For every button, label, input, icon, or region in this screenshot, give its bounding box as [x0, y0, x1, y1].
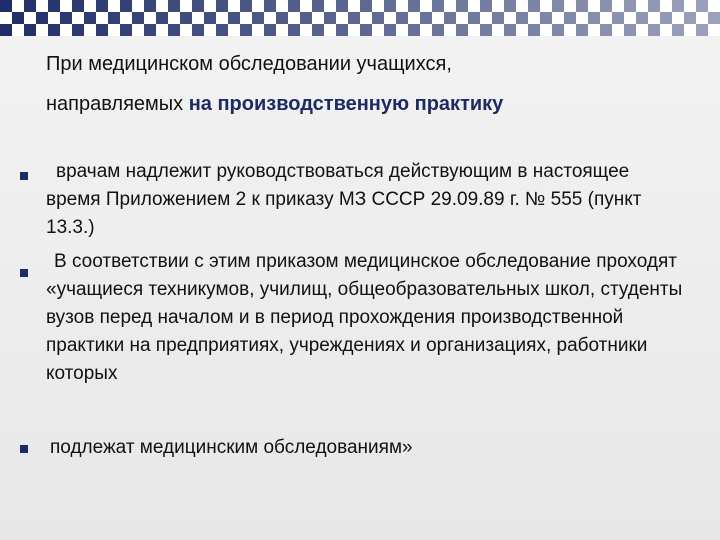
- checker-cell: [360, 24, 372, 36]
- checker-strip-decoration: [0, 0, 720, 36]
- checker-cell: [120, 12, 132, 24]
- checker-cell: [276, 0, 288, 12]
- checker-cell: [684, 0, 696, 12]
- checker-cell: [420, 24, 432, 36]
- checker-cell: [336, 0, 348, 12]
- checker-cell: [612, 24, 624, 36]
- heading-emphasis: на производственную практику: [188, 93, 504, 115]
- checker-cell: [216, 0, 228, 12]
- checker-cell: [300, 12, 312, 24]
- checker-cell: [252, 0, 264, 12]
- checker-cell: [372, 0, 384, 12]
- checker-cell: [228, 24, 240, 36]
- checker-cell: [612, 0, 624, 12]
- checker-cell: [612, 12, 624, 24]
- checker-cell: [480, 24, 492, 36]
- checker-cell: [312, 0, 324, 12]
- checker-cell: [12, 12, 24, 24]
- checker-cell: [108, 0, 120, 12]
- checker-cell: [300, 0, 312, 12]
- checker-cell: [468, 12, 480, 24]
- checker-cell: [516, 12, 528, 24]
- checker-cell: [432, 0, 444, 12]
- checker-cell: [456, 0, 468, 12]
- checker-cell: [192, 24, 204, 36]
- checker-cell: [540, 0, 552, 12]
- checker-cell: [648, 0, 660, 12]
- checker-cell: [396, 0, 408, 12]
- checker-cell: [228, 12, 240, 24]
- checker-cell: [492, 24, 504, 36]
- checker-cell: [408, 0, 420, 12]
- checker-cell: [660, 24, 672, 36]
- checker-cell: [180, 0, 192, 12]
- checker-cell: [144, 12, 156, 24]
- checker-cell: [96, 24, 108, 36]
- checker-cell: [180, 12, 192, 24]
- checker-cell: [564, 24, 576, 36]
- checker-cell: [372, 12, 384, 24]
- checker-cell: [624, 12, 636, 24]
- checker-cell: [312, 12, 324, 24]
- checker-cell: [516, 0, 528, 12]
- checker-cell: [156, 12, 168, 24]
- checker-cell: [600, 24, 612, 36]
- checker-cell: [168, 12, 180, 24]
- checker-cell: [132, 0, 144, 12]
- checker-cell: [216, 24, 228, 36]
- heading-line-2: [46, 84, 696, 124]
- checker-cell: [396, 24, 408, 36]
- checker-cell: [84, 12, 96, 24]
- checker-cell: [588, 0, 600, 12]
- checker-cell: [144, 24, 156, 36]
- checker-cell: [432, 24, 444, 36]
- checker-cell: [588, 12, 600, 24]
- checker-cell: [60, 0, 72, 12]
- checker-cell: [216, 12, 228, 24]
- checker-cell: [72, 24, 84, 36]
- checker-cell: [432, 12, 444, 24]
- checker-cell: [264, 24, 276, 36]
- checker-cell: [264, 0, 276, 12]
- checker-cell: [576, 12, 588, 24]
- checker-cell: [12, 24, 24, 36]
- checker-cell: [564, 12, 576, 24]
- checker-cell: [708, 24, 720, 36]
- checker-cell: [84, 24, 96, 36]
- checker-cell: [288, 0, 300, 12]
- checker-cell: [492, 12, 504, 24]
- heading-line-2-prefix: направляемых: [46, 93, 189, 115]
- checker-cell: [576, 24, 588, 36]
- checker-cell: [168, 24, 180, 36]
- checker-cell: [684, 12, 696, 24]
- slide-body: [46, 158, 686, 388]
- checker-cell: [444, 12, 456, 24]
- heading-line-1: При медицинском обследовании учащихся,: [46, 53, 452, 75]
- checker-cell: [660, 0, 672, 12]
- checker-cell: [312, 24, 324, 36]
- checker-cell: [192, 12, 204, 24]
- body-paragraph-2: В соответствии с этим приказом медицинское обследование проходят «учащиеся техникумов, училищ, общеобразовательных школ, студенты вузов перед началом и в период прохождения производственной практики на предприятиях, учреждениях и организациях, работники которых: [46, 251, 683, 384]
- checker-cell: [444, 24, 456, 36]
- checker-cell: [648, 24, 660, 36]
- checker-cell: [600, 12, 612, 24]
- checker-cell: [72, 0, 84, 12]
- checker-cell: [696, 0, 708, 12]
- checker-cell: [684, 24, 696, 36]
- checker-cell: [108, 12, 120, 24]
- checker-cell: [516, 24, 528, 36]
- checker-cell: [372, 24, 384, 36]
- checker-cell: [48, 12, 60, 24]
- checker-cell: [696, 12, 708, 24]
- checker-cell: [288, 12, 300, 24]
- checker-cell: [552, 12, 564, 24]
- checker-cell: [420, 0, 432, 12]
- checker-cell: [504, 0, 516, 12]
- checker-cell: [204, 12, 216, 24]
- checker-cell: [468, 24, 480, 36]
- checker-cell: [300, 24, 312, 36]
- checker-cell: [204, 24, 216, 36]
- checker-cell: [240, 12, 252, 24]
- checker-cell: [528, 12, 540, 24]
- checker-cell: [0, 24, 12, 36]
- checker-cell: [408, 12, 420, 24]
- checker-cell: [156, 24, 168, 36]
- checker-cell: [144, 0, 156, 12]
- checker-cell: [24, 0, 36, 12]
- checker-cell: [552, 24, 564, 36]
- checker-cell: [420, 12, 432, 24]
- checker-cell: [444, 0, 456, 12]
- checker-cell: [408, 24, 420, 36]
- checker-cell: [636, 0, 648, 12]
- checker-cell: [528, 24, 540, 36]
- checker-cell: [204, 0, 216, 12]
- checker-cell: [168, 0, 180, 12]
- checker-cell: [468, 0, 480, 12]
- checker-cell: [540, 12, 552, 24]
- checker-cell: [240, 0, 252, 12]
- checker-cell: [24, 12, 36, 24]
- checker-cell: [360, 12, 372, 24]
- checker-cell: [12, 0, 24, 12]
- checker-cell: [324, 24, 336, 36]
- checker-cell: [96, 12, 108, 24]
- checker-cell: [348, 0, 360, 12]
- checker-cell: [336, 24, 348, 36]
- checker-cell: [336, 12, 348, 24]
- checker-cell: [672, 0, 684, 12]
- body-paragraph-1: врачам надлежит руководствоваться действующим в настоящее время Приложением 2 к приказу МЗ СССР 29.09.89 г. № 555 (пункт 13.3.): [46, 161, 642, 238]
- checker-cell: [696, 24, 708, 36]
- checker-cell: [588, 24, 600, 36]
- checker-cell: [324, 0, 336, 12]
- checker-cell: [252, 24, 264, 36]
- checker-cell: [276, 24, 288, 36]
- checker-cell: [348, 12, 360, 24]
- checker-cell: [60, 12, 72, 24]
- checker-cell: [72, 12, 84, 24]
- checker-cell: [192, 0, 204, 12]
- checker-cell: [120, 0, 132, 12]
- checker-cell: [240, 24, 252, 36]
- checker-cell: [648, 12, 660, 24]
- checker-cell: [264, 12, 276, 24]
- checker-cell: [636, 24, 648, 36]
- checker-cell: [288, 24, 300, 36]
- bullet-icon: [20, 172, 28, 180]
- checker-cell: [132, 24, 144, 36]
- checker-cell: [384, 24, 396, 36]
- checker-cell: [708, 0, 720, 12]
- checker-cell: [576, 0, 588, 12]
- body-closing-line: подлежат медицинским обследованиям»: [50, 437, 413, 458]
- checker-cell: [492, 0, 504, 12]
- checker-cell: [660, 12, 672, 24]
- checker-cell: [504, 24, 516, 36]
- bullet-icon: [20, 269, 28, 277]
- checker-cell: [348, 24, 360, 36]
- checker-cell: [24, 24, 36, 36]
- checker-cell: [60, 24, 72, 36]
- checker-cell: [504, 12, 516, 24]
- checker-cell: [0, 0, 12, 12]
- checker-cell: [456, 12, 468, 24]
- checker-cell: [672, 12, 684, 24]
- checker-cell: [480, 12, 492, 24]
- checker-cell: [708, 12, 720, 24]
- checker-cell: [36, 12, 48, 24]
- checker-cell: [624, 0, 636, 12]
- checker-cell: [564, 0, 576, 12]
- checker-cell: [636, 12, 648, 24]
- checker-cell: [252, 12, 264, 24]
- checker-cell: [132, 12, 144, 24]
- slide-heading: [46, 44, 696, 124]
- checker-cell: [600, 0, 612, 12]
- checker-cell: [528, 0, 540, 12]
- checker-cell: [108, 24, 120, 36]
- checker-cell: [36, 24, 48, 36]
- bullet-icon: [20, 445, 28, 453]
- checker-cell: [672, 24, 684, 36]
- checker-cell: [456, 24, 468, 36]
- checker-cell: [48, 0, 60, 12]
- checker-cell: [48, 24, 60, 36]
- checker-cell: [120, 24, 132, 36]
- checker-cell: [228, 0, 240, 12]
- checker-cell: [156, 0, 168, 12]
- checker-cell: [624, 24, 636, 36]
- checker-cell: [540, 24, 552, 36]
- checker-cell: [84, 0, 96, 12]
- checker-cell: [276, 12, 288, 24]
- checker-cell: [480, 0, 492, 12]
- checker-cell: [384, 12, 396, 24]
- checker-cell: [552, 0, 564, 12]
- checker-cell: [36, 0, 48, 12]
- checker-cell: [384, 0, 396, 12]
- checker-cell: [396, 12, 408, 24]
- checker-cell: [0, 12, 12, 24]
- checker-cell: [324, 12, 336, 24]
- checker-cell: [360, 0, 372, 12]
- checker-cell: [180, 24, 192, 36]
- checker-cell: [96, 0, 108, 12]
